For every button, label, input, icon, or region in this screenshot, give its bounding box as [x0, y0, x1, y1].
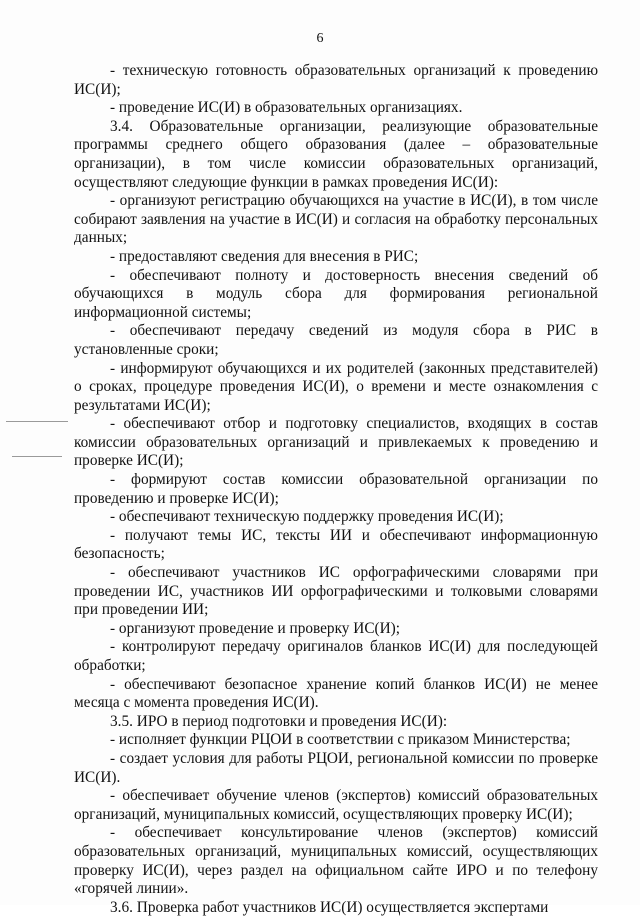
- paragraph: - техническую готовность образовательных организаций к проведению ИС(И);: [74, 62, 598, 98]
- paragraph: - обеспечивают отбор и подготовку специалистов, входящих в состав комиссии образовательных организаций и привлекаемых к проведению и проверке ИС(И);: [74, 415, 598, 470]
- paragraph: - организуют регистрацию обучающихся на участие в ИС(И), в том числе собирают заявления на участие в ИС(И) и согласия на обработку персональных данных;: [74, 192, 598, 247]
- paragraph: - обеспечивает обучение членов (экспертов) комиссий образовательных организаций, муниципальных комиссий, осуществляющих проверку ИС(И);: [74, 787, 598, 823]
- paragraph: - исполняет функции РЦОИ в соответствии с приказом Министерства;: [110, 731, 571, 749]
- paragraph: - организуют проведение и проверку ИС(И);: [110, 619, 401, 637]
- scan-artifact-line: [6, 421, 68, 422]
- paragraph: - контролируют передачу оригиналов бланков ИС(И) для последующей обработки;: [74, 638, 598, 674]
- paragraph: - предоставляют сведения для внесения в РИС;: [110, 247, 419, 265]
- paragraph: - обеспечивают техническую поддержку проведения ИС(И);: [110, 508, 504, 526]
- paragraph: 3.5. ИРО в период подготовки и проведения ИС(И):: [110, 712, 448, 730]
- paragraph: - информируют обучающихся и их родителей (законных представителей) о сроках, процедуре проведения ИС(И), о времени и месте ознакомления с результатами ИС(И);: [74, 359, 598, 414]
- scan-artifact-line: [12, 456, 62, 457]
- document-body: [74, 62, 598, 917]
- paragraph: - обеспечивает консультирование членов (экспертов) комиссий образовательных организаций, муниципальных комиссий, осуществляющих проверку ИС(И), через раздел на официальном сайте ИРО и по телефону «горячей линии».: [74, 824, 598, 898]
- paragraph: 3.6. Проверка работ участников ИС(И) осуществляется экспертами: [110, 898, 549, 916]
- paragraph: - получают темы ИС, тексты ИИ и обеспечивают информационную безопасность;: [74, 526, 598, 563]
- paragraph: - обеспечивают передачу сведений из модуля сбора в РИС в установленные сроки;: [74, 322, 598, 358]
- paragraph: 3.4. Образовательные организации, реализующие образовательные программы среднего общего образования (далее – образовательные организации), в том числе комиссии образовательных организаций, осуществляют следующие функции в рамках проведения ИС(И):: [74, 117, 598, 191]
- paragraph: - обеспечивают полноту и достоверность внесения сведений об обучающихся в модуль сбора для формирования региональной информационной системы;: [74, 266, 598, 321]
- paragraph: - создает условия для работы РЦОИ, региональной комиссии по проверке ИС(И).: [74, 749, 598, 786]
- page-number: 6: [316, 31, 324, 46]
- paragraph: - формируют состав комиссии образовательной организации по проведению и проверке ИС(И);: [74, 471, 598, 507]
- paragraph: - обеспечивают участников ИС орфографическими словарями при проведении ИС, участников ИИ орфографическими и толковыми словарями при проведении ИИ;: [74, 564, 598, 619]
- paragraph: - проведение ИС(И) в образовательных организациях.: [110, 99, 463, 117]
- paragraph: - обеспечивают безопасное хранение копий бланков ИС(И) не менее месяца с момента проведения ИС(И).: [74, 675, 598, 712]
